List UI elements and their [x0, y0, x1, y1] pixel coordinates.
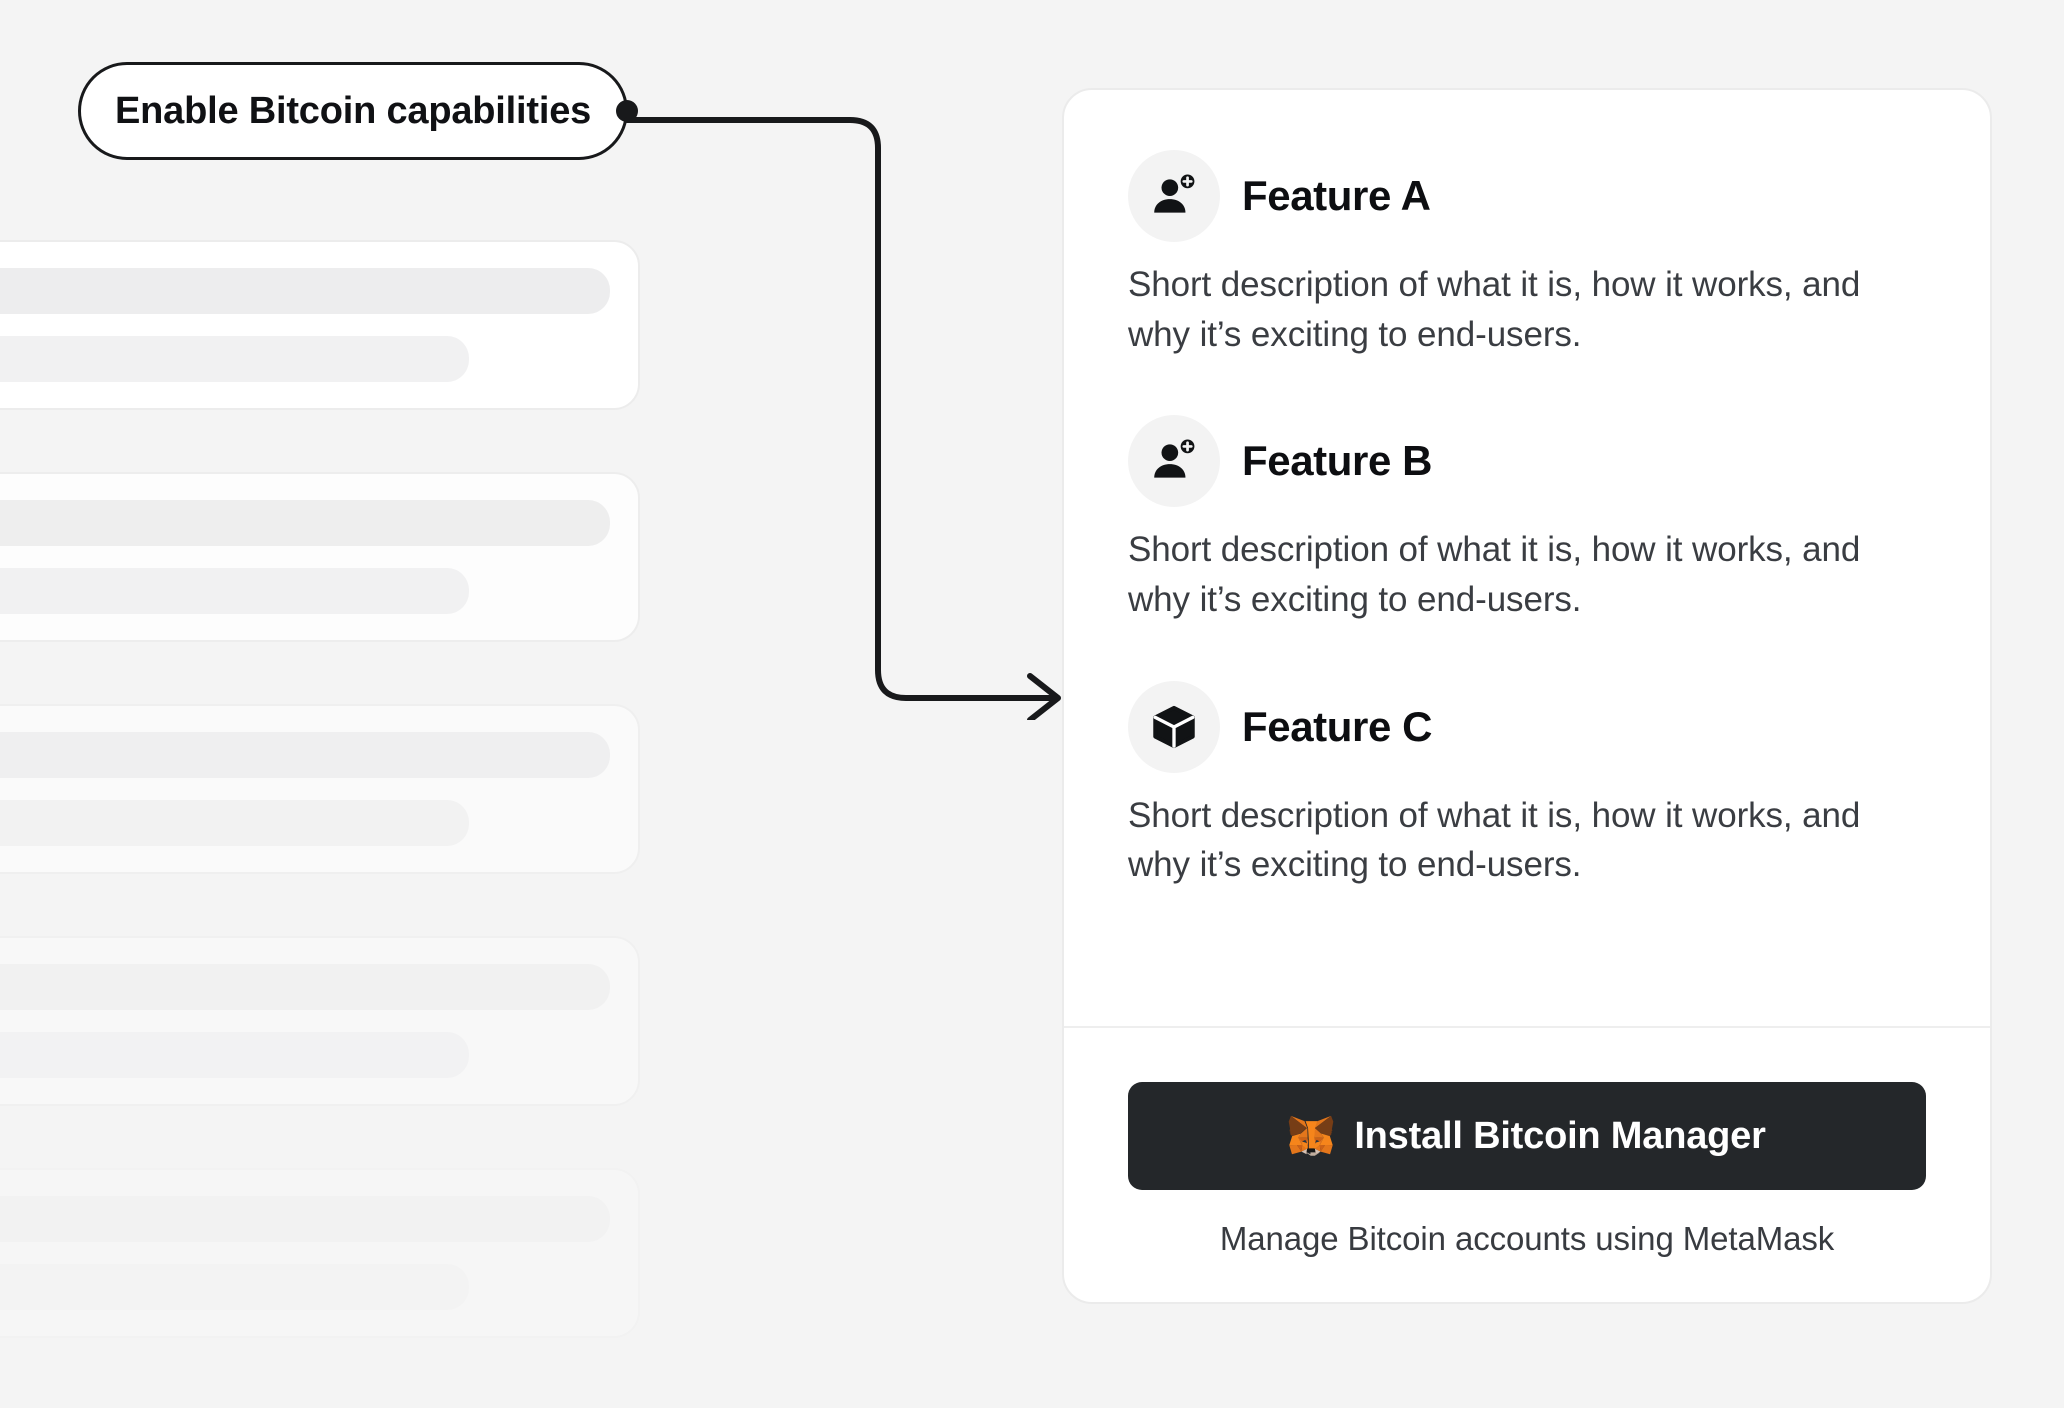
feature-item-c — [1128, 681, 1926, 890]
placeholder-bar — [0, 268, 610, 314]
list-item — [0, 240, 640, 410]
install-bitcoin-manager-button[interactable] — [1128, 1082, 1926, 1190]
placeholder-bar — [0, 1264, 469, 1310]
install-caption: Manage Bitcoin accounts using MetaMask — [1219, 1220, 1835, 1257]
placeholder-bar — [0, 568, 469, 614]
install-button-label: Install Bitcoin Manager — [1354, 1114, 1766, 1157]
callout-anchor-dot — [616, 100, 638, 122]
feature-description: Short description of what it is, how it works, and why it’s exciting to end-users. — [1128, 795, 1861, 885]
placeholder-bar — [0, 336, 469, 382]
panel-footer — [1064, 1026, 1990, 1302]
feature-title: Feature B — [1242, 437, 1433, 485]
connector-arrow — [600, 80, 1080, 720]
cube-icon — [1128, 681, 1220, 773]
list-item — [0, 472, 640, 642]
placeholder-bar — [0, 500, 610, 546]
feature-header — [1128, 150, 1926, 242]
callout-label — [78, 62, 628, 160]
account-add-icon — [1128, 150, 1220, 242]
placeholder-bar — [0, 1032, 469, 1078]
list-item — [0, 704, 640, 874]
feature-header — [1128, 681, 1926, 773]
callout-label-text: Enable Bitcoin capabilities — [115, 89, 592, 132]
list-item — [0, 936, 640, 1106]
feature-header — [1128, 415, 1926, 507]
list-item — [0, 1168, 640, 1338]
placeholder-bar — [0, 964, 610, 1010]
feature-item-a — [1128, 150, 1926, 359]
placeholder-bar — [0, 800, 469, 846]
feature-list — [1064, 90, 1990, 1026]
feature-title: Feature C — [1242, 702, 1433, 750]
account-add-icon — [1128, 415, 1220, 507]
feature-panel — [1062, 88, 1992, 1304]
placeholder-bar — [0, 1196, 610, 1242]
feature-description: Short description of what it is, how it works, and why it’s exciting to end-users. — [1128, 265, 1861, 354]
placeholder-bar — [0, 732, 610, 778]
feature-item-b — [1128, 415, 1926, 624]
metamask-fox-icon — [1288, 1114, 1334, 1158]
feature-description: Short description of what it is, how it works, and why it’s exciting to end-users. — [1128, 530, 1861, 620]
feature-title: Feature A — [1242, 172, 1431, 219]
